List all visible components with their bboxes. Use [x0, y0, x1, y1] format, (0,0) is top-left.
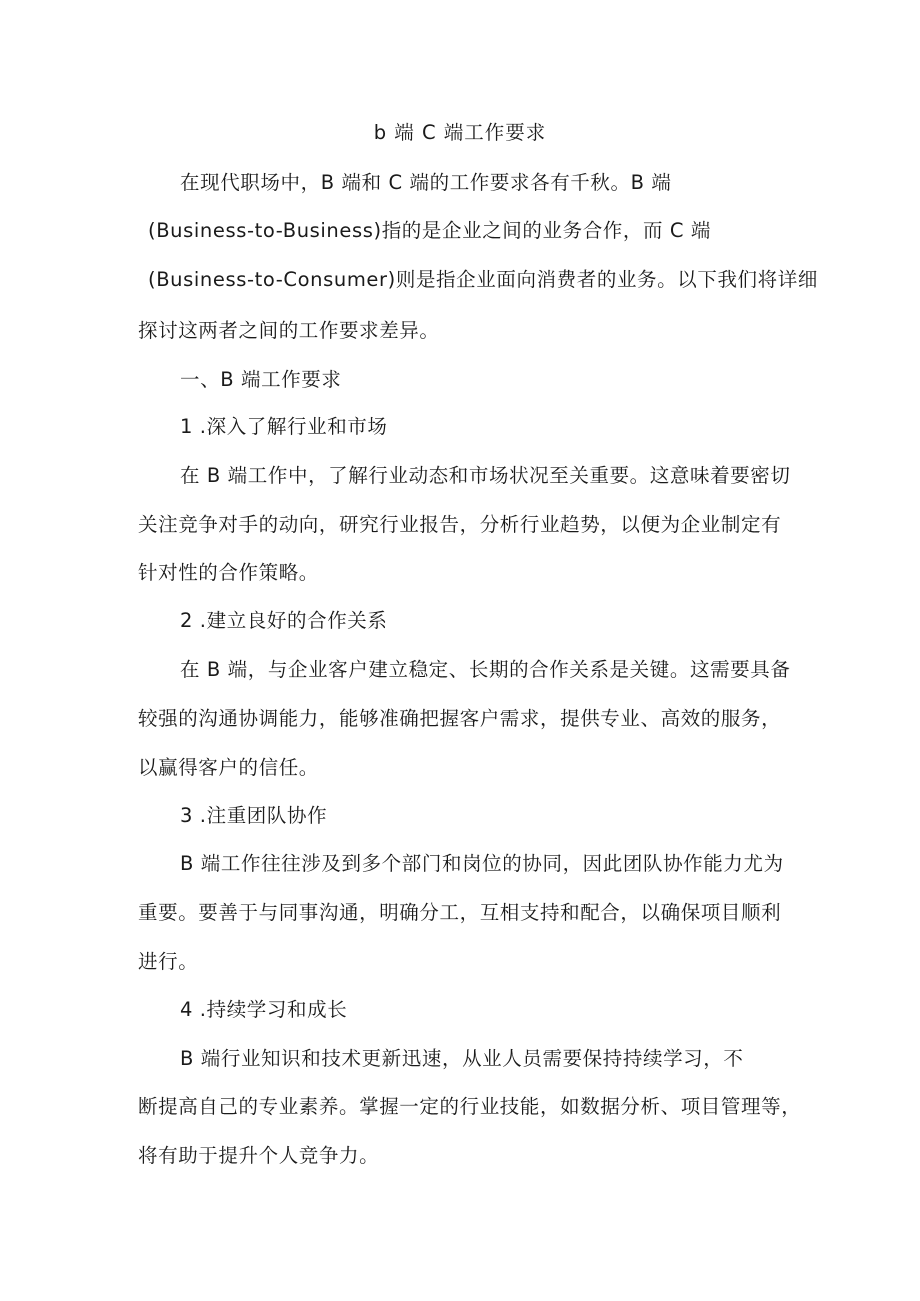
intro-line-4: 探讨这两者之间的工作要求差异。	[138, 319, 440, 342]
item-heading-1: 1 .深入了解行业和市场	[180, 415, 388, 438]
item-heading-2: 2 .建立良好的合作关系	[180, 609, 388, 632]
item-4-line-3: 将有助于提升个人竞争力。	[138, 1144, 380, 1167]
item-4-line-2: 断提高自己的专业素养。掌握一定的行业技能，如数据分析、项目管理等，	[138, 1095, 802, 1118]
item-2-line-2: 较强的沟通协调能力，能够准确把握客户需求，提供专业、高效的服务，	[138, 707, 782, 730]
item-3-line-3: 进行。	[138, 950, 199, 973]
item-1-line-3: 针对性的合作策略。	[138, 561, 319, 584]
intro-line-3: (Business-to-Consumer)则是指企业面向消费者的业务。以下我们将详细	[148, 268, 818, 291]
document-title: b 端 C 端工作要求	[373, 121, 547, 144]
item-1-line-2: 关注竞争对手的动向，研究行业报告，分析行业趋势，以便为企业制定有	[138, 513, 782, 536]
item-4-line-1: B 端行业知识和技术更新迅速，从业人员需要保持持续学习，不	[180, 1047, 744, 1070]
section-heading: 一、B 端工作要求	[180, 368, 342, 391]
intro-line-1: 在现代职场中，B 端和 C 端的工作要求各有千秋。B 端	[180, 171, 672, 194]
item-3-line-1: B 端工作往往涉及到多个部门和岗位的协同，因此团队协作能力尤为	[180, 852, 784, 875]
intro-line-2: (Business-to-Business)指的是企业之间的业务合作，而 C 端	[148, 219, 712, 242]
item-heading-3: 3 .注重团队协作	[180, 804, 328, 827]
item-2-line-1: 在 B 端，与企业客户建立稳定、长期的合作关系是关键。这需要具备	[180, 658, 791, 681]
item-heading-4: 4 .持续学习和成长	[180, 998, 348, 1021]
item-2-line-3: 以赢得客户的信任。	[138, 756, 319, 779]
item-1-line-1: 在 B 端工作中，了解行业动态和市场状况至关重要。这意味着要密切	[180, 464, 791, 487]
item-3-line-2: 重要。要善于与同事沟通，明确分工，互相支持和配合，以确保项目顺利	[138, 901, 782, 924]
